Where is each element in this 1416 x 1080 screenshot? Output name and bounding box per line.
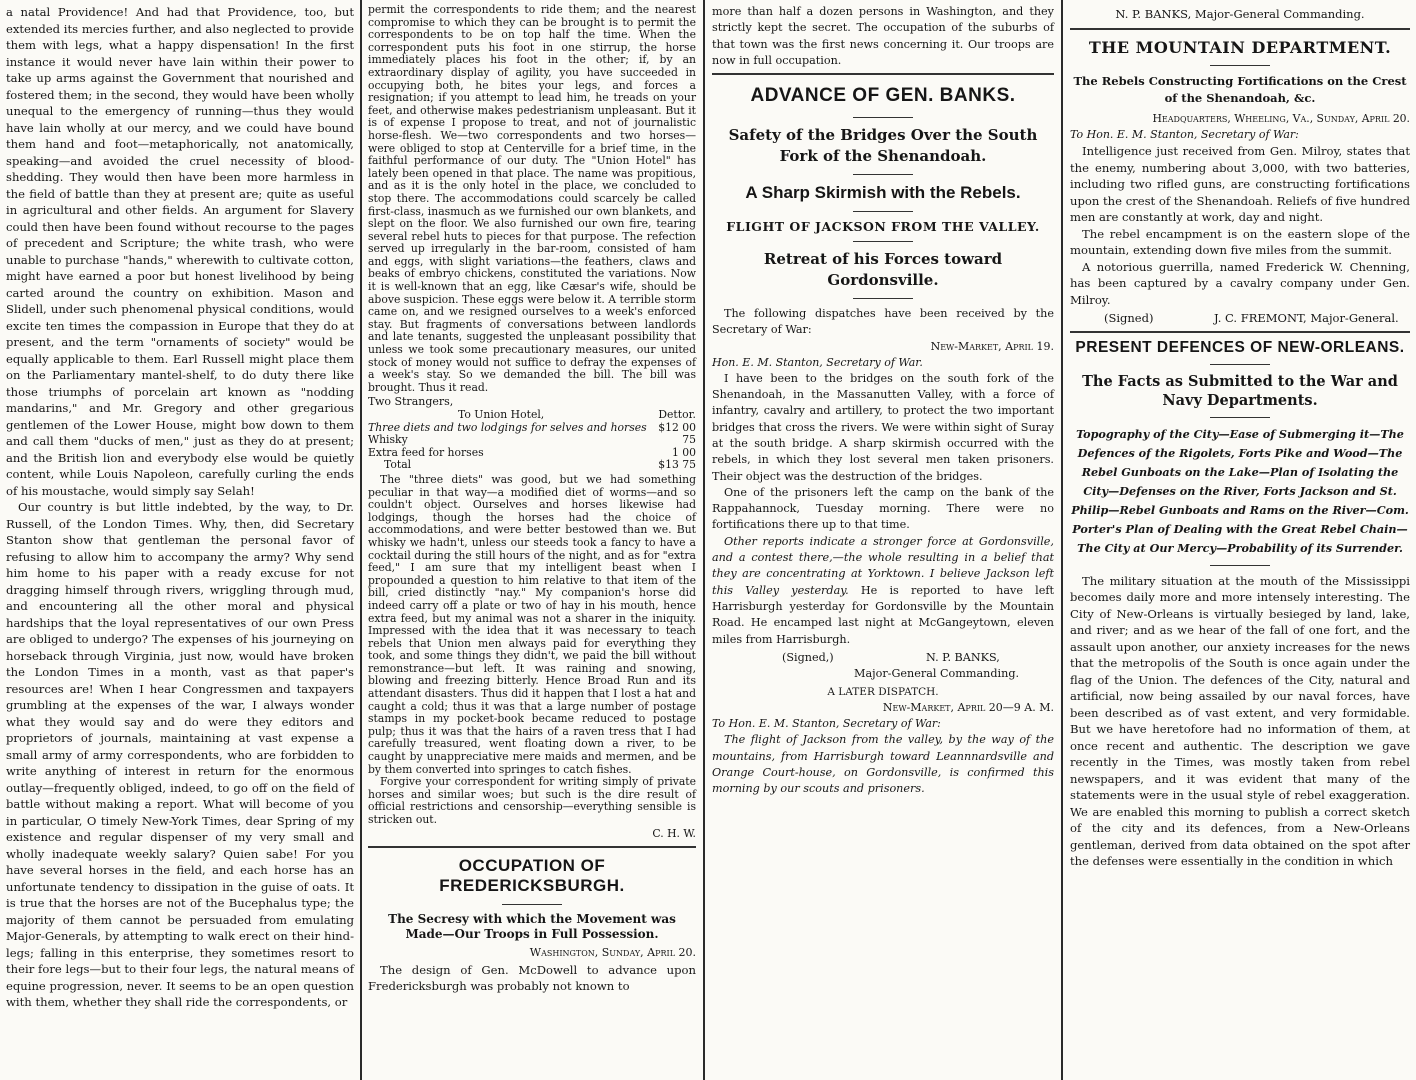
- section-rule: [368, 846, 696, 848]
- addressee: To Hon. E. M. Stanton, Secretary of War:: [712, 717, 941, 731]
- headline: OCCUPATION OF FREDERICKSBURGH.: [439, 855, 625, 895]
- headline-rule: [1210, 565, 1270, 566]
- section-rule: [1070, 331, 1410, 333]
- headline-rule: [502, 904, 562, 905]
- column-rule: [1061, 0, 1063, 1080]
- subheadline: A Sharp Skirmish with the Rebels.: [745, 183, 1021, 203]
- article-paragraph: The design of Gen. McDowell to advance upon Fredericksburgh was probably not known to: [368, 962, 696, 993]
- headline: PRESENT DEFENCES OF NEW-ORLEANS.: [1075, 338, 1405, 356]
- column-3: [706, 0, 1060, 1080]
- dispatch-paragraph: The flight of Jackson from the valley, by the way of the mountains, from Harrisburgh toward Leannnardsville and Orange Court-house, on Gordonsville, is confirmed this morning by our scouts and prisoners.: [712, 733, 1054, 796]
- bill-row: Three diets and two lodgings for selves and horses $12 00: [368, 420, 696, 434]
- signer: N. P. BANKS,: [926, 650, 1000, 664]
- dispatch-paragraph: Intelligence just received from Gen. Milroy, states that the enemy, numbering about 3,000, with two batteries, including two rifled guns, are constructing fortifications upon the crest of the Shenandoah. Reliefs of five hundred men are constantly at work, day and night.: [1070, 144, 1411, 224]
- bill-row: Extra feed for horses 1 00: [368, 445, 696, 459]
- bill-total: Total $13 75: [384, 458, 696, 472]
- bill-to-line: To Union Hotel, Dettor.: [458, 408, 696, 421]
- headline-rule: [853, 298, 913, 299]
- article-paragraph: The military situation at the mouth of the Mississippi becomes daily more and more intensely interesting. The City of New-Orleans is virtually besieged by land, lake, and river; and as we hear of the fall of one fort, and the assault upon another, our anxiety increases for the news that the metropolis of the South is once again under the flag of the Union. The defences of the City, natural and artificial, now being assailed by our naval forces, have been described as of vast extent, and very formidable. But we have heretofore had no information of them, at once recent and authentic. The description we gave recently in the Times, was mostly taken from rebel newspapers, and it was evident that many of the statements were in the usual style of rebel exaggeration. We are enabled this morning to publish a correct sketch of the city and its defences, from a New-Orleans gentleman, derived from data obtained on the spot after the defenses were essentially in the condition in which: [1070, 573, 1410, 868]
- bill-row: Whisky 75: [368, 433, 696, 447]
- headline: THE MOUNTAIN DEPARTMENT.: [1088, 38, 1392, 57]
- headline-rule: [853, 211, 913, 212]
- headline-rule: [853, 241, 913, 242]
- article-paragraph: Our country is but little indebted, by the way, to Dr. Russell, of the London Times. Why, then, did Secretary Stanton show that gentleman the personal favor of refusing to allow him to accompany the army? Why send him home to his paper with a ready excuse for not dragging himself through rivers, wriggling through mud, and encountering all the other moral and physical hardships that the loyal representatives of our own Press are obliged to undergo? The expenses of his journeying on horseback through Virginia, just now, would have broken the London Times in a month, vast as that paper's resources are! When I hear Congressmen and taxpayers grumbling at the expenses of the war, I always wonder what they would say and do were they editors and proprietors of journals, maintaining at vast expense a small army of army correspondents, who are forbidden to write anything of interest in return for the enormous outlay—frequently obliged, indeed, to go off on the field of battle without making a report. What will become of you in particular, O timely New-York Times, dear Spring of my existence and regular dispenser of my very small and wholly inadequate weekly salary? Quien sabe! For you have several horses in the field, and each horse has an unfortunate tendency to dissipation in the guise of oats. It is true that the horses are not of the Bucephalus type; the majority of them cannot be persuaded from emulating Major-Generals, by attempting to walk erect on their hind-legs; falling in this enterprise, they sometimes resort to their fore legs—but to their four legs, the natural means of equine progression, never. It seems to be an open question with them, whether they shall ride the correspondents, or: [6, 500, 354, 1009]
- column-rule: [703, 0, 705, 1080]
- article-paragraph: The following dispatches have been received by the Secretary of War:: [712, 307, 1054, 337]
- subheadline: Retreat of his Forces toward Gordonsville.: [763, 250, 1003, 290]
- headline-rule: [1210, 65, 1270, 66]
- signed-label: (Signed,): [782, 650, 834, 664]
- article-paragraph: permit the correspondents to ride them; and the nearest compromise to which they can be brought is to permit the correspondents to be on top half the time. When the correspondent puts his foot in one stirrup, the horse immediately places his foot in the other; if, by an extraordinary display of agility, you have succeeded in occupying both, he bites your legs, and forces a resignation; if you attempt to lead him, he treads on your feet, and otherwise makes pedestrianism unpleasant. But it is of expense I propose to treat, and not of journalistic horse-flesh. We—two correspondents and two horses—were obliged to stop at Centerville for a brief time, in the faithful performance of our duty. The "Union Hotel" has lately been opened in that place. The name was propitious, and as it is the only hotel in the place, we concluded to stop there. The accommodations could scarcely be called first-class, inasmuch as we furnished our own blankets, and slept on the floor. We also furnished our own fire, tearing several rebel huts to pieces for that purpose. The refection served up irregularly in the bar-room, consisted of ham and eggs, with slight variations—the feathers, claws and beaks of embryo chickens, constituted the variations. Now it is well-known that an egg, like Cæsar's wife, should be above suspicion. These eggs were below it. A terrible storm came on, and we resigned ourselves to a week's enforced stay. But fragments of conversations between landlords and late tenants, suggested the unpleasant possibility that unless we took some precautionary measures, our united stock of money would not suffice to defray the expenses of a week's stay. So we demanded the bill. The bill was brought. Thus it read.: [368, 3, 696, 394]
- subheadline: The Facts as Submitted to the War and Navy Departments.: [1082, 372, 1398, 409]
- subheadline: Topography of the City—Ease of Submerging it—The Defences of the Rigolets, Forts Pike and Wood—The Rebel Gunboats on the Lake—Plan of Isolating the City—Defenses on the River, Forts Jackson and St. Philip—Rebel Gunboats and Rams on the River—Com. Porter's Plan of Dealing with the Great Rebel Chain—The City at Our Mercy—Probability of its Surrender.: [1071, 426, 1409, 555]
- hotel-bill: [368, 396, 696, 472]
- signature-block: [1070, 310, 1410, 327]
- subheadline: Safety of the Bridges Over the South Fork of the Shenandoah.: [728, 126, 1038, 166]
- section-label: A LATER DISPATCH.: [827, 686, 939, 699]
- article-paragraph: The "three diets" was good, but we had something peculiar in that way—a modified diet of worms—and so couldn't object. Ourselves and horses likewise had lodgings, though the horses had the choice of accommodations, and were better bestowed than we. But whisky we hadn't, unless our steeds took a fancy to have a cocktail during the still hours of the night, and as for "extra feed," I am sure that my intelligent beast when I propounded a question to him relative to that item of the bill, cried distinctly "nay." My companion's horse did indeed carry off a plate or two of hay in his mouth, hence extra feed, but my animal was not a sharer in the iniquity. Impressed with the idea that it was necessary to teach rebels that Union men always paid for everything they took, and some things they didn't, we paid the bill without remonstrance—but left. It was raining and snowing, blowing and freezing bitterly. Hence Broad Run and its attendant disasters. Thus did it happen that I lost a hat and caught a cold; thus it was that a large number of postage stamps in my pocket-book became reduced to postage pulp; thus it was that the hairs of a raven tress that I had carefully treasured, went floating down a river, to be caught by unappreciative mere maids and mermen, and be by them converted into springes to catch fishes.: [368, 472, 696, 776]
- headline: ADVANCE OF GEN. BANKS.: [750, 85, 1016, 107]
- article-paragraph: a natal Providence! And had that Providence, too, but extended its mercies further, and also neglected to provide them with legs, what a happy dispensation! In the first instance it would never have lain within their power to take up arms against the Government that nourished and fostered them; in the second, they would have been wholly unequal to the emergency of running—thus they would have lain wholly at our mercy, and we could have bound them hand and foot—metaphorically, not anatomically, speaking—and avoided the cruel necessity of blood-shedding. They would then have been more harmless in the field of battle than they at present are; quite as useful in agricultural and other fields. An argument for Slavery could then have been found without recourse to the pages of precedent and Scripture; the white trash, who were unable to purchase "hands," wherewith to cultivate cotton, might have earned a poor but honest livelihood by being carted around the country on exhibition. Mason and Slidell, under such phenomenal physical conditions, would excite ten times the compassion in Europe that they do at present, and the term "ornaments of society" would be equally applicable to them. Earl Russell might place them on the Parliamentary mantel-shelf, to do duty there like those triumphs of porcelain art known as "nodding mandarins," and Mr. Gregory and other gregarious gentlemen of the Lower House, might bow down to them and call them "ducks of men," just as they do at present; and the British lion and everybody else would be quietly content, while Louis Napoleon, carefully curling the ends of his moustache, would simply say Selah!: [6, 5, 354, 498]
- headline-rule: [853, 117, 913, 118]
- article-paragraph: Forgive your correspondent for writing simply of private horses and similar woes; but such is the dire result of official restrictions and censorship—everything sensible is stricken out.: [368, 775, 696, 826]
- headline-rule: [853, 174, 913, 175]
- dispatch-paragraph: The rebel encampment is on the eastern slope of the mountain, extending down five miles from the summit.: [1070, 226, 1410, 257]
- dispatch-italic: Other reports indicate a stronger force at Gordonsville, and a contest there,—the whole resulting in a belief that they are concentrating at Yorktown. I believe Jackson left this Valley yesterday.: [712, 534, 1054, 597]
- section-rule: [1070, 28, 1410, 30]
- bill-heading: Two Strangers,: [368, 395, 454, 409]
- column-4: [1064, 0, 1416, 1080]
- subheadline: The Rebels Constructing Fortifications on the Crest of the Shenandoah, &c.: [1073, 74, 1407, 105]
- signature-block: [712, 650, 1054, 666]
- subheadline: The Secresy with which the Movement was Made—Our Troops in Full Possession.: [388, 911, 676, 941]
- signer: J. C. FREMONT, Major-General.: [1214, 311, 1399, 325]
- subheadline: FLIGHT OF JACKSON FROM THE VALLEY.: [726, 219, 1040, 235]
- dateline: Washington, Sunday, April 20.: [529, 945, 696, 959]
- dispatch-text: He is reported to have left Harrisburgh yesterday for Gordonsville by the Mountain Road. He encamped last night at McGangeytown, eleven miles from Harrisburgh.: [712, 583, 1054, 646]
- signer-title: Major-General Commanding.: [854, 667, 1020, 681]
- column-2: [362, 0, 702, 1080]
- signed-label: (Signed): [1104, 311, 1154, 325]
- section-rule: [712, 73, 1054, 75]
- addressee: To Hon. E. M. Stanton, Secretary of War:: [1070, 128, 1299, 141]
- signature-line: N. P. BANKS, Major-General Commanding.: [1115, 7, 1365, 21]
- dateline: New-Market, April 20—9 A. M.: [882, 701, 1054, 715]
- article-paragraph: more than half a dozen persons in Washington, and they strictly kept the secret. The occupation of the suburbs of that town was the first news concerning it. Our troops are now in full occupation.: [712, 5, 1054, 67]
- headline-rule: [1210, 364, 1270, 365]
- dispatch-paragraph: I have been to the bridges on the south fork of the Shenandoah, in the Massanutten Valley, with a force of infantry, cavalry and artillery, to protect the two important bridges that cross the rivers. We were within sight of Suray at the south bridge. A sharp skirmish occurred with the rebels, in which they lost several men taken prisoners. Their object was the destruction of the bridges.: [712, 371, 1054, 483]
- dispatch-paragraph: One of the prisoners left the camp on the bank of the Rappahannock, Tuesday morning. There were no fortifications there up to that time.: [712, 485, 1054, 532]
- dispatch-paragraph: A notorious guerrilla, named Frederick W. Chenning, has been captured by a cavalry company under Gen. Milroy.: [1070, 259, 1410, 307]
- headline-rule: [1210, 417, 1270, 418]
- author-signature: C. H. W.: [652, 826, 696, 840]
- dateline: Headquarters, Wheeling, Va., Sunday, April 20.: [1152, 112, 1410, 125]
- column-1: [0, 0, 360, 1080]
- addressee: Hon. E. M. Stanton, Secretary of War.: [712, 355, 923, 369]
- dateline: New-Market, April 19.: [930, 339, 1054, 353]
